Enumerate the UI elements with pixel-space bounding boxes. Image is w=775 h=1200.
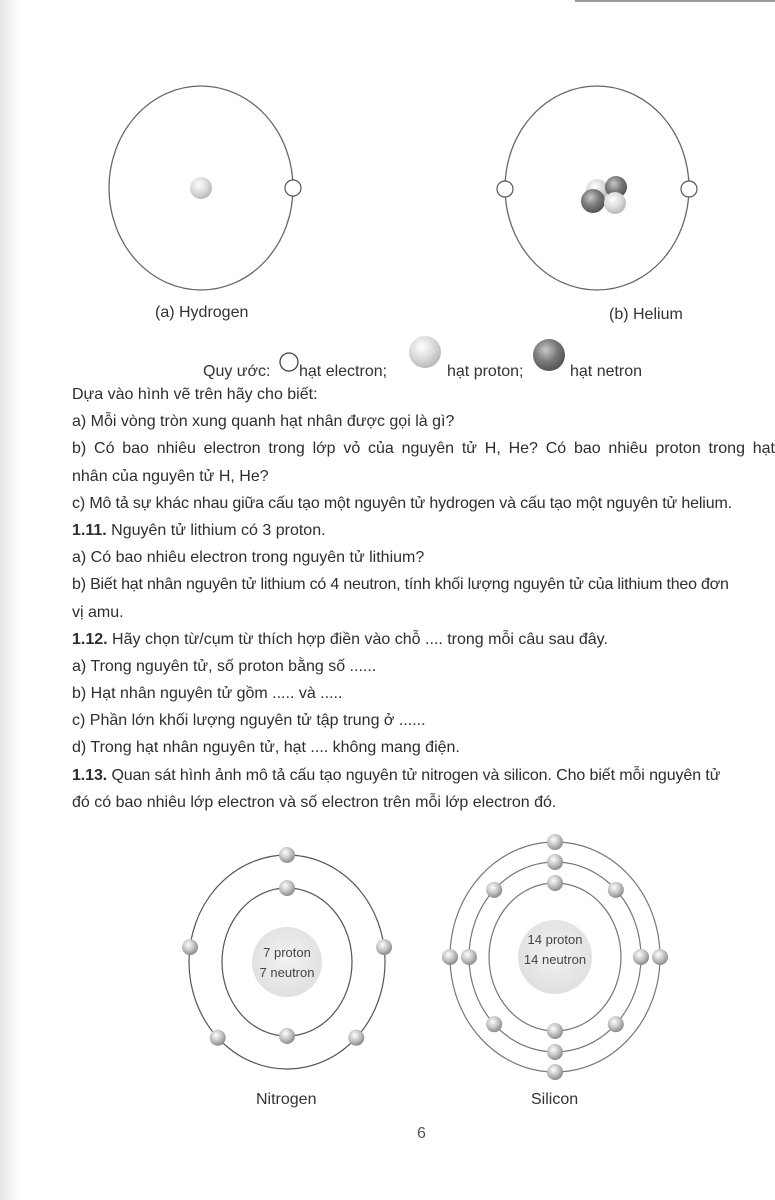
nitrogen-nucleus-label: [247, 943, 327, 983]
q1-12-number: 1.12.: [72, 630, 108, 648]
hydrogen-atom: [109, 86, 301, 290]
intro-line: Dựa vào hình vẽ trên hãy cho biết:: [72, 386, 318, 403]
nitrogen-electron: [279, 880, 295, 896]
nitrogen-electron: [279, 1028, 295, 1044]
legend-prefix: Quy ước:: [203, 363, 271, 380]
nitrogen-electron: [210, 1030, 226, 1046]
q1-12-d: d) Trong hạt nhân nguyên tử, hạt .... không mang điện.: [72, 739, 460, 757]
helium-electron: [681, 181, 697, 197]
silicon-electron: [547, 834, 563, 850]
silicon-electron: [486, 1016, 502, 1032]
silicon-electron: [547, 875, 563, 891]
silicon-electron: [652, 949, 668, 965]
q1-12-b: b) Hạt nhân nguyên tử gồm ..... và .....: [72, 685, 343, 703]
legend-proton-icon: [409, 336, 441, 368]
q1-10-a: a) Mỗi vòng tròn xung quanh hạt nhân được gọi là gì?: [72, 413, 455, 431]
silicon-proton-count: 14 proton: [527, 932, 583, 947]
silicon-caption: Silicon: [531, 1091, 579, 1108]
q1-12-heading: [72, 626, 775, 653]
silicon-electron: [442, 949, 458, 965]
q1-13-text-line1: Quan sát hình ảnh mô tả cấu tạo nguyên tử nitrogen và silicon. Cho biết mỗi nguyên tử: [111, 766, 721, 784]
nitrogen-proton-count: 7 proton: [263, 945, 311, 960]
q1-12-a: a) Trong nguyên tử, số proton bằng số ......: [72, 657, 377, 675]
silicon-electron: [633, 949, 649, 965]
q1-12-c: c) Phần lớn khối lượng nguyên tử tập trung ở ......: [72, 712, 426, 730]
nitrogen-electron: [182, 939, 198, 955]
q1-11-a: a) Có bao nhiêu electron trong nguyên tử lithium?: [72, 549, 425, 567]
helium-caption: (b) Helium: [609, 306, 683, 323]
nitrogen-electron: [279, 847, 295, 863]
legend-neutron-label: hạt netron: [570, 363, 643, 380]
silicon-nucleus-label: [510, 930, 600, 970]
hydrogen-electron: [285, 180, 301, 196]
hydrogen-caption: (a) Hydrogen: [155, 304, 249, 321]
helium-atom: [497, 86, 697, 290]
silicon-neutron-count: 14 neutron: [523, 952, 587, 967]
q1-10-c: c) Mô tả sự khác nhau giữa cấu tạo một nguyên tử hydrogen và cấu tạo một nguyên tử helium.: [72, 494, 732, 512]
exercise-text: [72, 381, 775, 816]
page-number: 6: [417, 1125, 426, 1142]
q1-11-b-line2: vị amu.: [72, 603, 124, 621]
silicon-electron: [608, 1016, 624, 1032]
silicon-electron: [461, 949, 477, 965]
silicon-electron: [547, 854, 563, 870]
nitrogen-electron: [376, 939, 392, 955]
legend-electron-icon: [280, 353, 298, 371]
silicon-electron: [608, 882, 624, 898]
silicon-electron: [547, 1044, 563, 1060]
legend-electron-label: hạt electron;: [299, 363, 388, 380]
q1-12-text: Hãy chọn từ/cụm từ thích hợp điền vào chỗ .... trong mỗi câu sau đây.: [112, 630, 608, 648]
hydrogen-proton: [190, 177, 212, 199]
q1-13-text-line2: đó có bao nhiêu lớp electron và số electron trên mỗi lớp electron đó.: [72, 793, 557, 811]
silicon-electron: [486, 882, 502, 898]
silicon-electron: [547, 1023, 563, 1039]
helium-electron: [497, 181, 513, 197]
q1-11-number: 1.11.: [72, 521, 107, 539]
q1-10-b-line1: b) Có bao nhiêu electron trong lớp vỏ của nguyên tử H, He? Có bao nhiêu proton trong hạt: [72, 440, 775, 458]
legend-neutron-icon: [533, 339, 565, 371]
q1-11-heading: [72, 517, 775, 544]
q1-10-b-line2: nhân của nguyên tử H, He?: [72, 467, 269, 485]
helium-neutron: [581, 189, 605, 213]
nitrogen-electron: [348, 1030, 364, 1046]
helium-proton: [604, 192, 626, 214]
q1-13-heading: [72, 762, 775, 789]
nitrogen-neutron-count: 7 neutron: [259, 965, 315, 980]
q1-11-text: Nguyên tử lithium có 3 proton.: [111, 521, 326, 539]
silicon-electron: [547, 1064, 563, 1080]
legend-proton-label: hạt proton;: [447, 363, 524, 380]
q1-13-number: 1.13.: [72, 766, 108, 784]
nitrogen-caption: Nitrogen: [256, 1091, 317, 1108]
q1-11-b-line1: b) Biết hạt nhân nguyên tử lithium có 4 neutron, tính khối lượng nguyên tử của lithium theo đơn: [72, 576, 729, 594]
